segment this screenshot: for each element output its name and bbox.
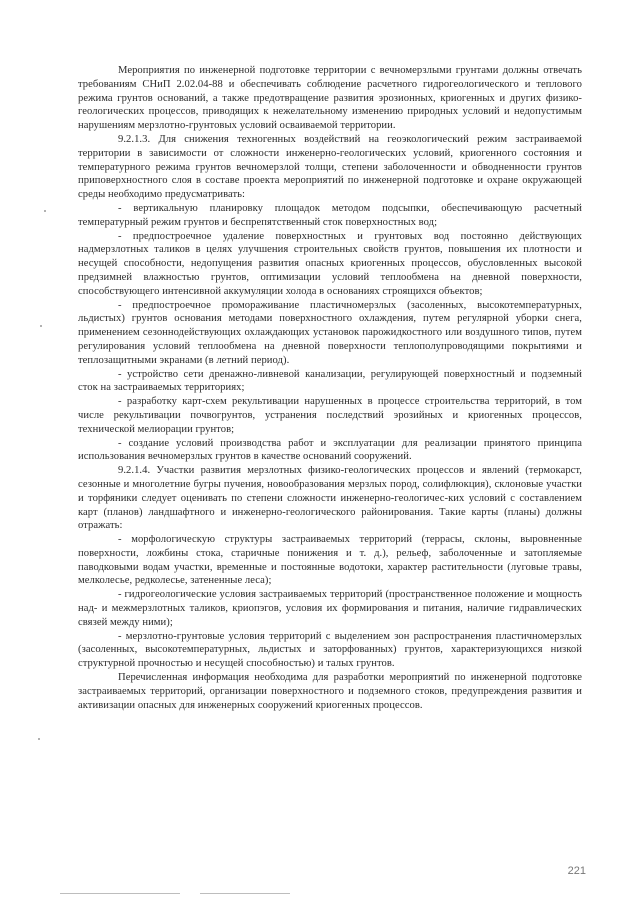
- paragraph-conclusion: Перечисленная информация необходима для разработки мероприятий по инженерной подготовке застраиваемых территорий, организации поверхностного и подземного стоков, предупреждения развития и активизации опасных для инженерных сооружений криогенных процессов.: [78, 672, 582, 711]
- list-item-hydrogeology: - гидрогеологические условия застраиваемых территорий (пространственное положение и мощность над- и межмерзлотных таликов, криопэгов, условия их формирования и питания, наличие гидравлических связей между ними);: [78, 589, 582, 628]
- list-item-water-removal: - предпостроечное удаление поверхностных и грунтовых вод постоянно действующих надмерзлотных таликов в целях улучшения строительных свойств грунтов, повышения их плотности и несущей способности, недопущения развития опасных криогенных процессов, обусловленных высокой предзимней влажностью грунтов, оптимизации условий теплообмена на дневной поверхности, способствующего интенсивной аккумуляции холода в основаниях строящихся объектов;: [78, 230, 582, 297]
- list-item-recultivation-maps: - разработку карт-схем рекультивации нарушенных в процессе строительства территорий, в том числе рекультивации почвогрунтов, устранения последствий эрозийных и криогенных процессов, технической мелиорации грунтов;: [78, 396, 582, 435]
- list-item-drainage-network: - устройство сети дренажно-ливневой канализации, регулирующей поверхностный и подземный сток на застраиваемых территориях;: [78, 368, 582, 394]
- list-item-vertical-planning: - вертикальную планировку площадок методом подсыпки, обеспечивающую расчетный температурный режим грунтов и беспрепятственный сток поверхностных вод;: [78, 202, 582, 228]
- list-item-morphology: - морфологическую структуры застраиваемых территорий (террасы, склоны, выровненные поверхности, ложбины стока, старичные понижения и т. д.), рельеф, заболоченные и затопляемые паводковыми водам участки, временные и постоянные водотоки, характер растительности (луговые травы, мелколесье, редколесье, затененные леса);: [78, 534, 582, 587]
- list-item-work-conditions: - создание условий производства работ и эксплуатации для реализации принятого принципа использования вечномерзлых грунтов в качестве оснований сооружений.: [78, 437, 582, 463]
- scan-artifact-dot: [38, 738, 40, 740]
- list-item-permafrost-soil: - мерзлотно-грунтовые условия территорий с выделением зон распространения пластичномерзлых (засоленных, высокотемпературных, льдистых и заторфованных) грунтов, характеризующихся низкой структурной прочностью и несущей способностью) и талых грунтов.: [78, 630, 582, 670]
- paragraph-9-2-1-4: 9.2.1.4. Участки развития мерзлотных физико-геологических процессов и явлений (термокарст, сезонные и многолетние бугры пучения, новообразования мерзлых пород, солифлюкция), склоновые участки и торфяники следует оценивать по степени сложности инженерно-геологичес-ких условий с составлением карт (планов) ландшафтного и инженерно-геологического районирования. Такие карты (планы) должны отражать:: [78, 465, 582, 532]
- scan-artifact-line: [60, 893, 180, 894]
- list-item-pre-freezing: - предпостроечное промораживание пластичномерзлых (засоленных, высокотемпературных, льдистых) грунтов основания методами поверхностного охлаждения, путем регулярной уборки снега, применением сезоннодействующих охлаждающих установок парожидкостного или воздушного типов, путем регулирования условий теплообмена на дневной поверхности теплополупроводящими покрытиями и теплозащитными экранами (в летний период).: [78, 299, 582, 366]
- paragraph-intro: Мероприятия по инженерной подготовке территории с вечномерзлыми грунтами должны отвечать требованиям СНиП 2.02.04-88 и обеспечивать соблюдение расчетного гидрогеологического и теплового режима грунтов оснований, а также предотвращение развития эрозионных, криогенных и других физико-геологических процессов, приводящих к нежелательному изменению природных условий и недопустимым нарушениям мерзлотно-грунтовых условий осваиваемой территории.: [78, 65, 582, 132]
- scan-artifact-dot: [40, 325, 42, 327]
- scan-artifact-dot: [44, 210, 46, 212]
- paragraph-9-2-1-3: 9.2.1.3. Для снижения техногенных воздействий на геоэкологический режим застраиваемой территории в зависимости от сложности инженерно-геологических условий, криогенного состояния и температурного режима грунтов вечномерзлой толщи, степени заболоченности и обводненности грунтов приповерхностного слоя в составе проекта мероприятий по инженерной подготовке и охране окружающей среды необходимо предусматривать:: [78, 133, 582, 201]
- scan-artifact-line: [200, 893, 290, 894]
- page-number: 221: [567, 865, 586, 877]
- document-body: [78, 64, 582, 712]
